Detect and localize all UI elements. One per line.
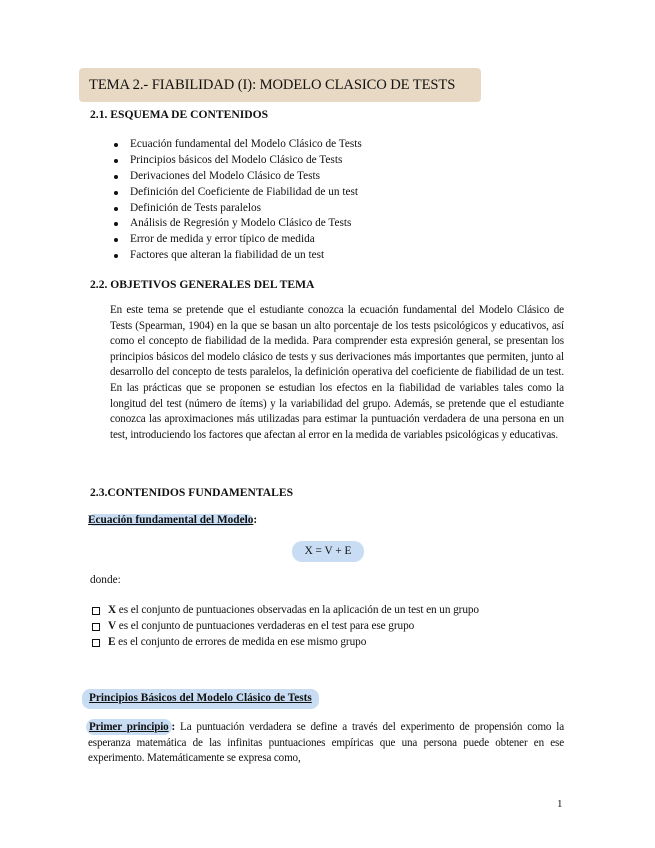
chapter-title: TEMA 2.- FIABILIDAD (I): MODELO CLASICO DE TESTS xyxy=(79,68,481,102)
list-item: Principios básicos del Modelo Clásico de Tests xyxy=(112,153,362,169)
donde-label: donde: xyxy=(90,574,121,586)
primer-colon: : xyxy=(171,721,176,733)
heading-esquema: 2.1. ESQUEMA DE CONTENIDOS xyxy=(90,108,269,121)
definition-item xyxy=(90,603,479,619)
definition-symbol: V xyxy=(108,619,117,632)
primer-principio-text: La puntuación verdadera se define a través del experimento de propensión como la esperanza matemática de las infinitas puntuaciones empíricas que una persona puede obtener en ese experimento. Matemáticamente se expresa como, xyxy=(88,721,564,765)
list-item: Definición del Coeficiente de Fiabilidad de un test xyxy=(112,185,362,201)
page-number: 1 xyxy=(557,798,563,810)
definitions-list xyxy=(90,603,479,650)
ecuacion-label: Ecuación fundamental del Modelo xyxy=(88,514,254,526)
primer-principio-label: Primer principio xyxy=(86,719,172,735)
formula: X = V + E xyxy=(292,541,364,562)
list-item: Análisis de Regresión y Modelo Clásico de Tests xyxy=(112,216,362,232)
definition-text: es el conjunto de errores de medida en ese mismo grupo xyxy=(115,635,367,648)
ecuacion-colon: : xyxy=(253,514,258,526)
list-item: Definición de Tests paralelos xyxy=(112,201,362,217)
definition-item xyxy=(90,619,479,635)
principios-heading: Principios Básicos del Modelo Clásico de Tests xyxy=(82,689,319,709)
definition-symbol: X xyxy=(108,604,117,616)
heading-contenidos: 2.3.CONTENIDOS FUNDAMENTALES xyxy=(90,486,294,499)
definition-text: es el conjunto de puntuaciones verdaderas en el test para ese grupo xyxy=(116,619,415,632)
ecuacion-heading xyxy=(82,511,263,531)
list-item: Error de medida y error típico de medida xyxy=(112,232,362,248)
list-item: Factores que alteran la fiabilidad de un test xyxy=(112,248,362,264)
list-item: Derivaciones del Modelo Clásico de Tests xyxy=(112,169,362,185)
definition-text: es el conjunto de puntuaciones observadas en la aplicación de un test en un grupo xyxy=(116,604,479,616)
definition-item xyxy=(90,635,479,651)
definition-symbol: E xyxy=(108,635,116,648)
objetivos-paragraph: En este tema se pretende que el estudiante conozca la ecuación fundamental del Modelo Clásico de Tests (Spearman, 1904) en la que se basan un alto porcentaje de los tests psicológicos y educativos, así como el concepto de fiabilidad de la medida. Para comprender esta expresión general, se presentan los principios básicos del modelo clásico de tests y sus derivaciones más importantes que permiten, junto al desarrollo del concepto de tests paralelos, la definición operativa del coeficiente de fiabilidad de un test. En las prácticas que se proponen se estudian los efectos en la fiabilidad de variables tales como la longitud del test (número de ítems) y la variabilidad del grupo. Además, se pretende que el estudiante conozca las aproximaciones más utilizadas para estimar la puntuación verdadera de una persona en un test, introduciendo los factores que afectan al error en la medida de variables psicológicas y educativas. xyxy=(110,304,564,441)
primer-principio-paragraph xyxy=(88,720,564,767)
heading-objetivos: 2.2. OBJETIVOS GENERALES DEL TEMA xyxy=(90,278,315,291)
contents-list xyxy=(112,137,362,264)
list-item: Ecuación fundamental del Modelo Clásico de Tests xyxy=(112,137,362,153)
